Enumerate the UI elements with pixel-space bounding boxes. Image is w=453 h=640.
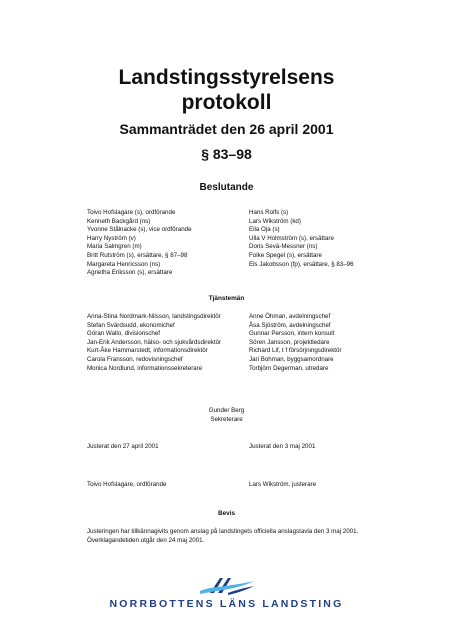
list-item: Ulla V Holmström (s), ersättare <box>249 234 334 242</box>
paragraph-range: § 83–98 <box>201 146 252 162</box>
beslutande-heading: Beslutande <box>199 182 254 193</box>
list-item: Els Jakobsson (fp), ersättare, § 83–96 <box>249 260 354 268</box>
list-item: Richard Lif, t f försörjningsdirektör <box>249 347 342 355</box>
list-item: Yvonne Stålnacke (s), vice ordförande <box>87 226 192 234</box>
secretary-role: Sekreterare <box>210 415 243 423</box>
landsting-logo-icon <box>198 573 256 597</box>
list-item: Torbjörn Degerman, utredare <box>249 364 329 372</box>
list-item: Carola Fransson, redovisningschef <box>87 355 183 363</box>
list-item: Folke Spegel (s), ersättare <box>249 251 322 259</box>
list-item: Åsa Sjöström, avdelningschef <box>249 321 331 329</box>
list-item: Kurt-Åke Hammarstedt, informationsdirektör <box>87 347 208 355</box>
list-item: Jan-Erik Andersson, hälso- och sjukvårdsdirektör <box>87 338 222 346</box>
justerat-left-date: Justerat den 27 april 2001 <box>87 443 159 450</box>
justerat-right-date: Justerat den 3 maj 2001 <box>249 443 316 450</box>
list-item: Toivo Hofslagare (s), ordförande <box>87 209 176 216</box>
tjanstemen-left-list <box>87 313 221 373</box>
document-title-line1: Landstingsstyrelsens <box>118 66 335 89</box>
tjanstemen-right-list <box>249 313 342 373</box>
signer-adjuster: Lars Wikström, justerare <box>249 481 317 488</box>
meeting-date: Sammanträdet den 26 april 2001 <box>119 121 334 137</box>
list-item: Lars Wikström (kd) <box>249 217 301 225</box>
beslutande-left-list <box>87 209 192 278</box>
tjanstemen-heading: Tjänstemän <box>208 295 245 302</box>
list-item: Maria Salmgren (m) <box>87 243 142 251</box>
list-item: Anna-Stina Nordmark-Nilsson, landstingsdirektör <box>87 313 221 320</box>
list-item: Kenneth Backgård (ns) <box>87 217 151 225</box>
bevis-text: Justeringen har tillkännagivits genom anslag på landstingets officiella anslagstavla den 3 maj 2001. Överklagandetiden utgår den 24 maj 2001. <box>87 528 359 544</box>
document-title-line2: protokoll <box>181 91 272 114</box>
list-item: Stefan Svärdsudd, ekonomichef <box>87 321 175 329</box>
list-item: Doris Sevä-Messner (ns) <box>249 243 318 251</box>
list-item: Eila Oja (s) <box>249 226 280 234</box>
bevis-heading: Bevis <box>217 510 236 517</box>
list-item: Harry Nyström (v) <box>87 234 136 242</box>
brand-name: NORRBOTTENS LÄNS LANDSTING <box>109 598 344 610</box>
list-item: Britt Rutström (s), ersättare, § 87–98 <box>87 251 188 259</box>
list-item: Jari Bohman, byggsamordnare <box>249 355 334 363</box>
list-item: Sören Jansson, projektledare <box>249 338 330 346</box>
list-item: Monica Nordlund, informationssekreterare <box>87 364 203 372</box>
secretary-name: Gunder Berg <box>208 407 245 414</box>
list-item: Göran Wallo, divisionschef <box>87 330 161 338</box>
list-item: Margareta Henricsson (ns) <box>87 260 161 268</box>
signer-chair: Toivo Hofslagare, ordförande <box>87 481 167 488</box>
list-item: Anne Öhman, avdelningschef <box>249 313 331 320</box>
list-item: Agnetha Eriksson (s), ersättare <box>87 269 173 277</box>
list-item: Hans Rolfs (s) <box>249 209 289 216</box>
beslutande-right-list <box>249 209 354 269</box>
list-item: Gunnar Persson, intern konsult <box>249 330 335 338</box>
